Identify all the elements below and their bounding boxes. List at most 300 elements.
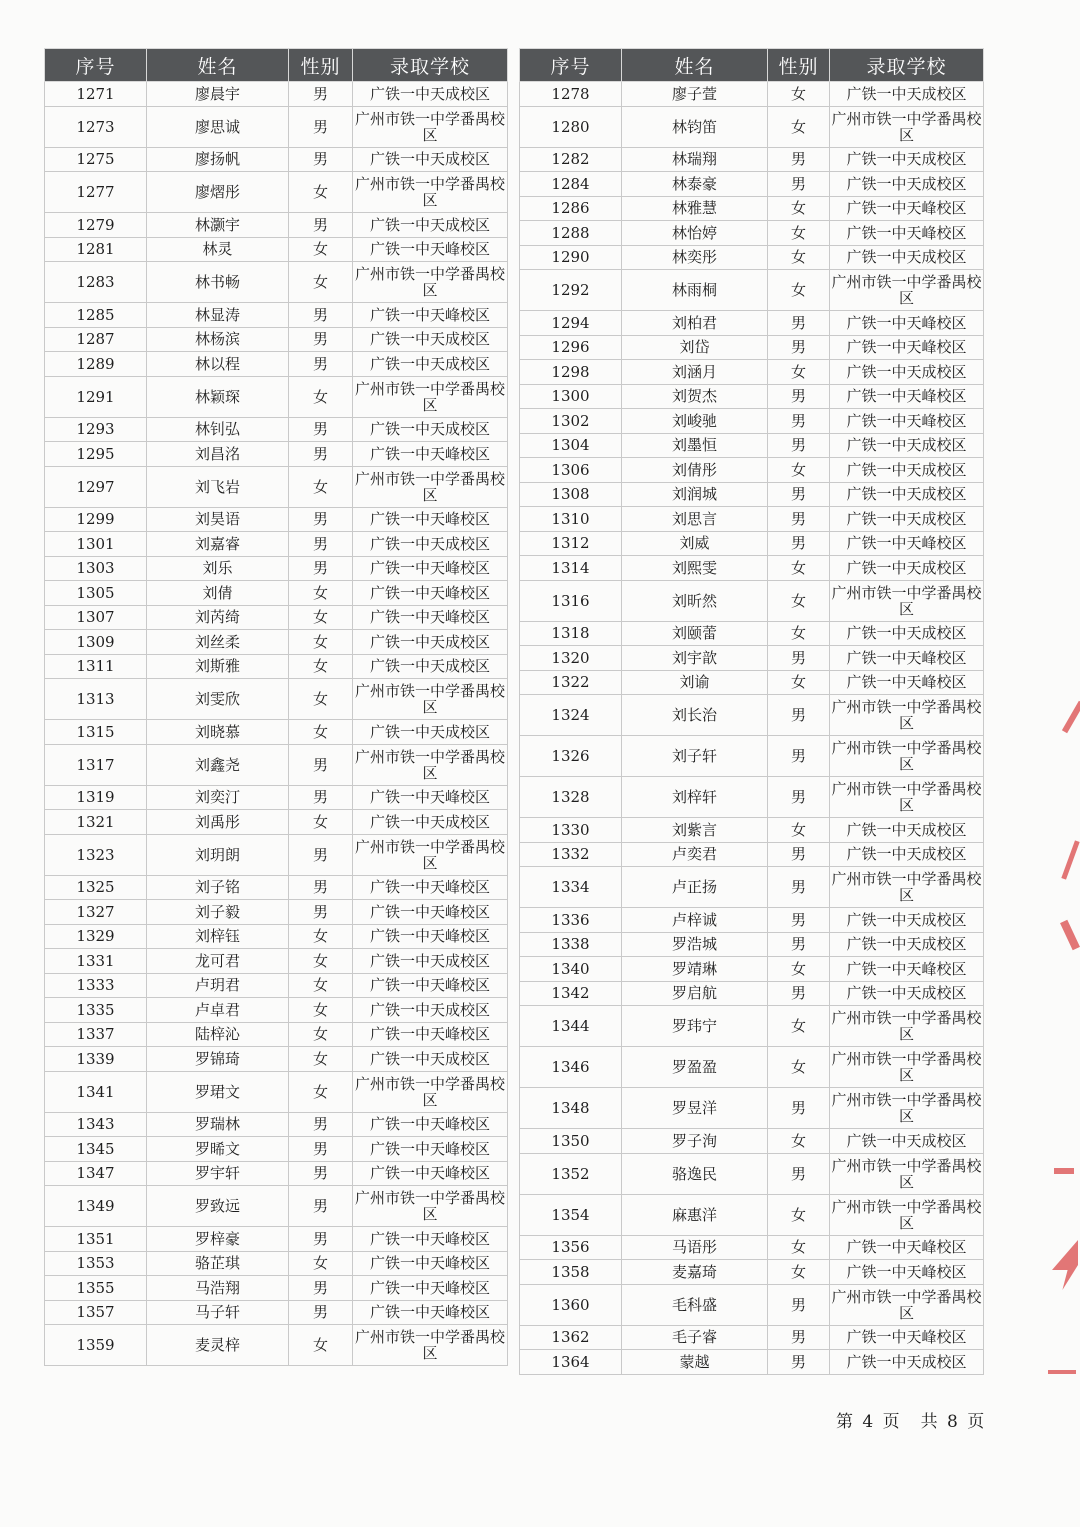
table-row [45, 1071, 508, 1112]
cell-seq: 1359 [45, 1325, 147, 1366]
cell-seq: 1307 [45, 605, 147, 630]
cell-seq: 1318 [520, 621, 622, 646]
cell-name: 麦嘉琦 [622, 1260, 768, 1285]
cell-school: 广铁一中天峰校区 [830, 196, 984, 221]
cell-gender: 女 [289, 1022, 353, 1047]
cell-gender: 女 [289, 605, 353, 630]
cell-name: 罗浩城 [622, 932, 768, 957]
cell-school: 广州市铁一中学番禺校区 [830, 580, 984, 621]
cell-seq: 1327 [45, 900, 147, 925]
cell-name: 刘子轩 [622, 736, 768, 777]
header-seq: 序号 [520, 49, 622, 82]
cell-gender: 女 [289, 172, 353, 213]
cell-name: 刘峻驰 [622, 409, 768, 434]
cell-seq: 1348 [520, 1088, 622, 1129]
cell-gender: 女 [289, 998, 353, 1023]
cell-school: 广铁一中天成校区 [353, 532, 508, 557]
table-row [520, 409, 984, 434]
stamp-fragment [1061, 840, 1079, 879]
table-row [45, 998, 508, 1023]
table-row [520, 1047, 984, 1088]
cell-seq: 1334 [520, 867, 622, 908]
table-row [45, 1251, 508, 1276]
cell-gender: 女 [289, 720, 353, 745]
cell-school: 广铁一中天峰校区 [830, 1235, 984, 1260]
cell-gender: 男 [768, 172, 830, 197]
table-row [520, 867, 984, 908]
cell-school: 广铁一中天峰校区 [830, 1325, 984, 1350]
cell-seq: 1281 [45, 237, 147, 262]
cell-name: 罗致远 [147, 1186, 289, 1227]
cell-gender: 男 [289, 1137, 353, 1162]
cell-gender: 男 [289, 1112, 353, 1137]
table-row [45, 720, 508, 745]
table-row [520, 1260, 984, 1285]
cell-seq: 1340 [520, 957, 622, 982]
table-row [45, 654, 508, 679]
cell-name: 刘芮绮 [147, 605, 289, 630]
table-row [520, 335, 984, 360]
cell-name: 林灏宇 [147, 213, 289, 238]
cell-seq: 1285 [45, 303, 147, 328]
cell-gender: 女 [289, 973, 353, 998]
cell-school: 广铁一中天成校区 [830, 908, 984, 933]
cell-seq: 1323 [45, 834, 147, 875]
cell-name: 刘梓钰 [147, 924, 289, 949]
cell-gender: 男 [768, 908, 830, 933]
cell-gender: 男 [289, 327, 353, 352]
cell-name: 刘玥朗 [147, 834, 289, 875]
cell-gender: 男 [289, 1186, 353, 1227]
cell-seq: 1303 [45, 556, 147, 581]
table-row [520, 777, 984, 818]
table-row [45, 417, 508, 442]
table-row [520, 482, 984, 507]
cell-name: 卢玥君 [147, 973, 289, 998]
cell-gender: 男 [768, 335, 830, 360]
table-row [520, 1284, 984, 1325]
cell-gender: 男 [768, 147, 830, 172]
cell-name: 林钊弘 [147, 417, 289, 442]
cell-name: 卢梓诚 [622, 908, 768, 933]
table-row [45, 949, 508, 974]
cell-school: 广铁一中天成校区 [830, 981, 984, 1006]
cell-name: 罗珺文 [147, 1071, 289, 1112]
cell-seq: 1326 [520, 736, 622, 777]
table-row [520, 1235, 984, 1260]
table-row [45, 1186, 508, 1227]
cell-school: 广铁一中天峰校区 [353, 581, 508, 606]
cell-seq: 1292 [520, 270, 622, 311]
table-row [45, 507, 508, 532]
header-school: 录取学校 [830, 49, 984, 82]
cell-seq: 1311 [45, 654, 147, 679]
cell-seq: 1293 [45, 417, 147, 442]
cell-seq: 1275 [45, 147, 147, 172]
cell-name: 刘柏君 [622, 311, 768, 336]
cell-name: 林颖琛 [147, 376, 289, 417]
cell-seq: 1364 [520, 1350, 622, 1375]
cell-name: 林奕彤 [622, 245, 768, 270]
table-row [45, 679, 508, 720]
table-row [520, 82, 984, 107]
cell-gender: 男 [289, 507, 353, 532]
cell-seq: 1335 [45, 998, 147, 1023]
cell-seq: 1294 [520, 311, 622, 336]
cell-school: 广铁一中天成校区 [353, 1047, 508, 1072]
table-row [45, 82, 508, 107]
cell-name: 骆逸民 [622, 1153, 768, 1194]
table-row [520, 147, 984, 172]
cell-school: 广铁一中天成校区 [830, 556, 984, 581]
cell-seq: 1354 [520, 1194, 622, 1235]
table-row [45, 352, 508, 377]
cell-name: 廖思诚 [147, 106, 289, 147]
cell-name: 陆梓沁 [147, 1022, 289, 1047]
table-row [45, 532, 508, 557]
cell-gender: 男 [289, 875, 353, 900]
table-row [45, 303, 508, 328]
cell-school: 广铁一中天峰校区 [353, 303, 508, 328]
cell-school: 广铁一中天成校区 [830, 482, 984, 507]
cell-school: 广州市铁一中学番禺校区 [353, 172, 508, 213]
cell-name: 刘雯欣 [147, 679, 289, 720]
cell-seq: 1295 [45, 442, 147, 467]
cell-school: 广铁一中天成校区 [353, 327, 508, 352]
cell-seq: 1299 [45, 507, 147, 532]
cell-gender: 男 [289, 785, 353, 810]
cell-name: 刘宇歆 [622, 646, 768, 671]
cell-gender: 女 [768, 580, 830, 621]
cell-school: 广铁一中天峰校区 [353, 875, 508, 900]
table-row [45, 556, 508, 581]
table-row [520, 270, 984, 311]
cell-school: 广铁一中天峰校区 [353, 1112, 508, 1137]
table-row [520, 172, 984, 197]
cell-seq: 1271 [45, 82, 147, 107]
cell-gender: 男 [768, 646, 830, 671]
cell-gender: 男 [768, 311, 830, 336]
cell-gender: 男 [768, 1350, 830, 1375]
cell-school: 广铁一中天成校区 [830, 147, 984, 172]
cell-gender: 男 [768, 736, 830, 777]
cell-name: 廖子萱 [622, 82, 768, 107]
cell-name: 麦灵梓 [147, 1325, 289, 1366]
table-row [45, 1112, 508, 1137]
cell-seq: 1347 [45, 1161, 147, 1186]
cell-school: 广铁一中天成校区 [830, 433, 984, 458]
cell-gender: 男 [768, 531, 830, 556]
cell-school: 广州市铁一中学番禺校区 [830, 867, 984, 908]
table-row [520, 433, 984, 458]
cell-name: 刘梓轩 [622, 777, 768, 818]
cell-school: 广铁一中天峰校区 [830, 311, 984, 336]
cell-seq: 1336 [520, 908, 622, 933]
cell-seq: 1319 [45, 785, 147, 810]
cell-seq: 1280 [520, 106, 622, 147]
table-row [45, 605, 508, 630]
table-row [520, 1194, 984, 1235]
cell-seq: 1337 [45, 1022, 147, 1047]
table-row [520, 842, 984, 867]
cell-name: 刘涵月 [622, 360, 768, 385]
cell-school: 广铁一中天成校区 [830, 1129, 984, 1154]
cell-school: 广州市铁一中学番禺校区 [830, 695, 984, 736]
table-row [520, 908, 984, 933]
cell-school: 广州市铁一中学番禺校区 [353, 376, 508, 417]
cell-seq: 1358 [520, 1260, 622, 1285]
cell-seq: 1339 [45, 1047, 147, 1072]
cell-school: 广州市铁一中学番禺校区 [353, 834, 508, 875]
cell-school: 广铁一中天峰校区 [830, 670, 984, 695]
cell-school: 广州市铁一中学番禺校区 [353, 262, 508, 303]
cell-gender: 女 [768, 1006, 830, 1047]
table-row [45, 172, 508, 213]
table-row [45, 630, 508, 655]
cell-school: 广州市铁一中学番禺校区 [353, 744, 508, 785]
cell-gender: 女 [289, 1251, 353, 1276]
cell-seq: 1302 [520, 409, 622, 434]
cell-gender: 男 [289, 900, 353, 925]
cell-school: 广州市铁一中学番禺校区 [353, 106, 508, 147]
cell-name: 马子轩 [147, 1300, 289, 1325]
cell-seq: 1321 [45, 810, 147, 835]
cell-gender: 男 [289, 417, 353, 442]
cell-school: 广铁一中天成校区 [353, 352, 508, 377]
cell-seq: 1344 [520, 1006, 622, 1047]
cell-seq: 1343 [45, 1112, 147, 1137]
cell-school: 广铁一中天峰校区 [353, 924, 508, 949]
cell-school: 广铁一中天成校区 [353, 998, 508, 1023]
cell-seq: 1332 [520, 842, 622, 867]
cell-name: 刘墨恒 [622, 433, 768, 458]
cell-name: 刘紫言 [622, 818, 768, 843]
cell-gender: 男 [768, 482, 830, 507]
table-row [45, 442, 508, 467]
cell-name: 骆芷琪 [147, 1251, 289, 1276]
cell-school: 广铁一中天成校区 [353, 949, 508, 974]
cell-gender: 男 [289, 744, 353, 785]
cell-name: 刘昌洺 [147, 442, 289, 467]
cell-gender: 女 [289, 679, 353, 720]
cell-gender: 女 [289, 262, 353, 303]
cell-school: 广铁一中天峰校区 [353, 605, 508, 630]
table-row [520, 670, 984, 695]
table-row [45, 810, 508, 835]
cell-name: 林瑞翔 [622, 147, 768, 172]
cell-school: 广铁一中天成校区 [830, 458, 984, 483]
header-name: 姓名 [147, 49, 289, 82]
cell-school: 广铁一中天峰校区 [353, 1022, 508, 1047]
cell-gender: 男 [768, 981, 830, 1006]
cell-gender: 女 [289, 1325, 353, 1366]
cell-name: 林杨滨 [147, 327, 289, 352]
cell-school: 广州市铁一中学番禺校区 [353, 679, 508, 720]
cell-gender: 女 [768, 818, 830, 843]
cell-school: 广铁一中天峰校区 [353, 237, 508, 262]
cell-name: 刘嘉睿 [147, 532, 289, 557]
table-row [45, 1137, 508, 1162]
cell-seq: 1328 [520, 777, 622, 818]
cell-seq: 1306 [520, 458, 622, 483]
cell-school: 广州市铁一中学番禺校区 [830, 1006, 984, 1047]
cell-name: 刘晓慕 [147, 720, 289, 745]
stamp-fragment [1062, 701, 1080, 733]
cell-gender: 男 [289, 147, 353, 172]
cell-seq: 1279 [45, 213, 147, 238]
cell-name: 刘昕然 [622, 580, 768, 621]
cell-seq: 1312 [520, 531, 622, 556]
cell-name: 毛子睿 [622, 1325, 768, 1350]
cell-school: 广铁一中天成校区 [830, 360, 984, 385]
cell-gender: 女 [768, 1260, 830, 1285]
cell-seq: 1351 [45, 1227, 147, 1252]
table-row [45, 1161, 508, 1186]
cell-gender: 女 [768, 196, 830, 221]
table-row [45, 875, 508, 900]
cell-school: 广铁一中天成校区 [830, 507, 984, 532]
cell-name: 刘禹彤 [147, 810, 289, 835]
cell-name: 罗晞文 [147, 1137, 289, 1162]
cell-seq: 1277 [45, 172, 147, 213]
cell-name: 林灵 [147, 237, 289, 262]
cell-school: 广州市铁一中学番禺校区 [353, 1186, 508, 1227]
cell-seq: 1346 [520, 1047, 622, 1088]
cell-name: 麻惠洋 [622, 1194, 768, 1235]
cell-seq: 1283 [45, 262, 147, 303]
cell-seq: 1282 [520, 147, 622, 172]
cell-name: 罗玮宁 [622, 1006, 768, 1047]
cell-school: 广铁一中天成校区 [353, 630, 508, 655]
cell-school: 广州市铁一中学番禺校区 [353, 1325, 508, 1366]
cell-school: 广铁一中天成校区 [353, 417, 508, 442]
cell-gender: 男 [768, 1088, 830, 1129]
cell-seq: 1350 [520, 1129, 622, 1154]
table-row [45, 1227, 508, 1252]
cell-gender: 女 [289, 376, 353, 417]
cell-seq: 1325 [45, 875, 147, 900]
cell-school: 广铁一中天峰校区 [353, 1227, 508, 1252]
cell-gender: 男 [289, 442, 353, 467]
cell-name: 刘鑫尧 [147, 744, 289, 785]
table-row [45, 1300, 508, 1325]
cell-gender: 男 [289, 82, 353, 107]
cell-school: 广铁一中天成校区 [830, 842, 984, 867]
table-row [520, 556, 984, 581]
cell-name: 卢正扬 [622, 867, 768, 908]
cell-name: 罗盈盈 [622, 1047, 768, 1088]
cell-school: 广铁一中天成校区 [830, 818, 984, 843]
cell-name: 刘倩彤 [622, 458, 768, 483]
cell-school: 广铁一中天峰校区 [830, 1260, 984, 1285]
table-row [45, 376, 508, 417]
cell-name: 刘昊语 [147, 507, 289, 532]
cell-name: 罗锦琦 [147, 1047, 289, 1072]
cell-gender: 男 [768, 384, 830, 409]
stamp-fragment [1054, 1168, 1074, 1174]
cell-seq: 1362 [520, 1325, 622, 1350]
cell-gender: 女 [289, 949, 353, 974]
cell-gender: 女 [768, 245, 830, 270]
header-gender: 性别 [289, 49, 353, 82]
cell-gender: 女 [289, 1071, 353, 1112]
cell-school: 广铁一中天峰校区 [830, 409, 984, 434]
cell-name: 廖熠彤 [147, 172, 289, 213]
cell-name: 刘乐 [147, 556, 289, 581]
cell-seq: 1297 [45, 466, 147, 507]
cell-gender: 女 [768, 1194, 830, 1235]
cell-gender: 女 [768, 270, 830, 311]
cell-seq: 1345 [45, 1137, 147, 1162]
table-row [45, 147, 508, 172]
table-row [520, 384, 984, 409]
cell-name: 马语彤 [622, 1235, 768, 1260]
cell-seq: 1288 [520, 221, 622, 246]
cell-gender: 男 [768, 1284, 830, 1325]
cell-seq: 1324 [520, 695, 622, 736]
cell-school: 广铁一中天峰校区 [353, 900, 508, 925]
cell-school: 广铁一中天峰校区 [830, 531, 984, 556]
cell-school: 广州市铁一中学番禺校区 [353, 466, 508, 507]
cell-seq: 1310 [520, 507, 622, 532]
cell-seq: 1333 [45, 973, 147, 998]
cell-school: 广州市铁一中学番禺校区 [830, 1284, 984, 1325]
cell-name: 毛科盛 [622, 1284, 768, 1325]
cell-name: 刘飞岩 [147, 466, 289, 507]
cell-seq: 1316 [520, 580, 622, 621]
cell-school: 广铁一中天峰校区 [353, 785, 508, 810]
table-row [520, 695, 984, 736]
table-row [520, 1088, 984, 1129]
cell-gender: 女 [768, 360, 830, 385]
cell-school: 广铁一中天峰校区 [353, 1137, 508, 1162]
cell-name: 罗子洵 [622, 1129, 768, 1154]
cell-gender: 男 [768, 1153, 830, 1194]
cell-school: 广州市铁一中学番禺校区 [353, 1071, 508, 1112]
cell-seq: 1287 [45, 327, 147, 352]
cell-gender: 男 [768, 695, 830, 736]
table-row [45, 581, 508, 606]
table-row [520, 736, 984, 777]
cell-gender: 女 [289, 654, 353, 679]
cell-school: 广铁一中天成校区 [830, 621, 984, 646]
cell-school: 广州市铁一中学番禺校区 [830, 1088, 984, 1129]
cell-gender: 男 [768, 507, 830, 532]
cell-seq: 1349 [45, 1186, 147, 1227]
cell-name: 刘斯雅 [147, 654, 289, 679]
cell-school: 广铁一中天峰校区 [353, 442, 508, 467]
table-row [520, 221, 984, 246]
table-row [45, 262, 508, 303]
cell-seq: 1322 [520, 670, 622, 695]
table-row [520, 646, 984, 671]
stamp-fragment [1048, 1370, 1076, 1374]
table-row [45, 785, 508, 810]
cell-name: 马浩翔 [147, 1276, 289, 1301]
cell-gender: 男 [289, 1161, 353, 1186]
table-row [520, 981, 984, 1006]
cell-gender: 女 [289, 237, 353, 262]
cell-gender: 男 [768, 932, 830, 957]
cell-school: 广铁一中天峰校区 [353, 556, 508, 581]
table-row [520, 621, 984, 646]
cell-name: 刘奕汀 [147, 785, 289, 810]
cell-gender: 男 [289, 1276, 353, 1301]
cell-school: 广铁一中天成校区 [830, 245, 984, 270]
table-row [520, 1325, 984, 1350]
cell-name: 罗瑞林 [147, 1112, 289, 1137]
cell-gender: 女 [768, 670, 830, 695]
